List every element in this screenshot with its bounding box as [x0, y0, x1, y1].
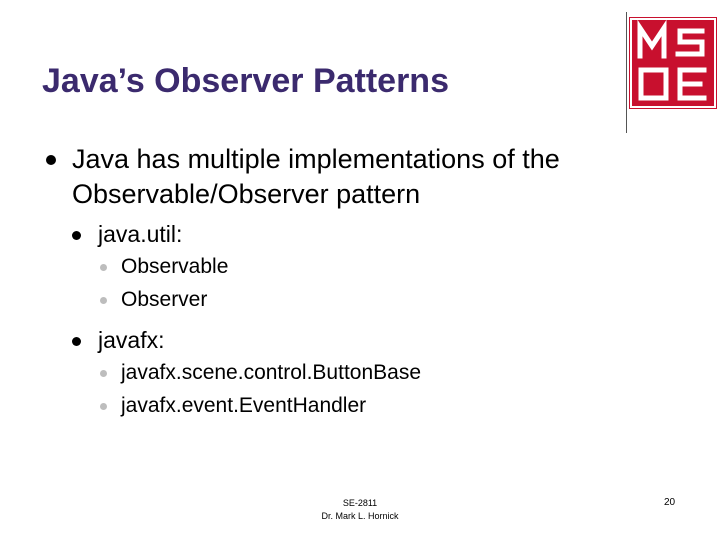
sub-sub-bullet-dot	[100, 264, 107, 271]
sub-sub-bullet-dot	[100, 403, 107, 410]
sub-sub-bullet-dot	[100, 370, 107, 377]
sub-bullet-javafx: javafx:	[98, 327, 165, 353]
item-observable: Observable	[121, 255, 229, 278]
sub-bullet-dot	[72, 337, 81, 346]
sub-bullet-java-util: java.util:	[98, 221, 183, 247]
page-number: 20	[664, 497, 676, 508]
item-eventhandler: javafx.event.EventHandler	[121, 394, 367, 417]
sub-bullet-dot	[72, 231, 81, 240]
footer-course: SE-2811	[342, 498, 378, 508]
footer-author: Dr. Mark L. Hornick	[321, 511, 399, 521]
sub-sub-bullet-dot	[100, 297, 107, 304]
item-buttonbase: javafx.scene.control.ButtonBase	[121, 361, 422, 384]
bullet-text-line1: Java has multiple implementations of the	[72, 144, 560, 174]
slide-title: Java’s Observer Patterns	[42, 62, 449, 100]
bullet-dot	[46, 155, 56, 165]
footer	[280, 497, 440, 523]
item-observer: Observer	[121, 288, 208, 311]
bullet-text-line2: Observable/Observer pattern	[72, 179, 421, 209]
